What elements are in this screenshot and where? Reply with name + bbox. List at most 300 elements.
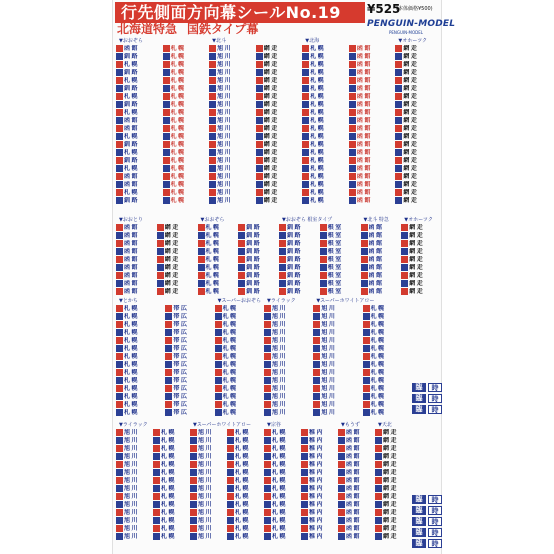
destination-sticker <box>256 189 301 196</box>
destination-name: 網走 <box>263 109 279 116</box>
train-type-mark <box>190 525 197 532</box>
destination-sticker <box>153 445 188 452</box>
train-type-mark <box>165 329 172 336</box>
train-type-mark <box>264 477 271 484</box>
destination-name: 釧路 <box>124 157 140 164</box>
destination-name: 網走 <box>263 197 279 204</box>
train-type-mark <box>313 337 320 344</box>
destination-sticker <box>165 345 212 352</box>
panel-4 <box>115 422 441 552</box>
train-type-mark <box>215 377 222 384</box>
destination-name: 旭川 <box>124 453 140 460</box>
train-type-mark <box>163 85 170 92</box>
destination-name: 札幌 <box>170 109 186 116</box>
train-type-mark <box>361 240 368 247</box>
sticker-column <box>264 305 311 416</box>
destination-sticker <box>116 321 163 328</box>
destination-name: 函館 <box>356 165 372 172</box>
train-type-mark <box>209 85 216 92</box>
train-type-mark <box>264 437 271 444</box>
destination-name: 稚内 <box>309 501 325 508</box>
destination-name: 函館 <box>356 45 372 52</box>
destination-sticker <box>313 385 360 392</box>
destination-sticker <box>157 232 196 239</box>
train-type-mark <box>227 437 234 444</box>
destination-sticker <box>153 453 188 460</box>
destination-sticker <box>264 517 299 524</box>
destination-name: 旭川 <box>217 101 233 108</box>
train-type-mark <box>301 493 308 500</box>
train-type-mark <box>301 509 308 516</box>
destination-sticker <box>375 485 410 492</box>
destination-name: 網走 <box>383 461 399 468</box>
destination-sticker <box>363 305 410 312</box>
destination-name: 札幌 <box>170 165 186 172</box>
train-type-mark <box>116 85 123 92</box>
destination-name: 札幌 <box>205 256 221 263</box>
destination-sticker <box>238 240 277 247</box>
destination-sticker <box>227 509 262 516</box>
destination-sticker <box>395 53 440 60</box>
train-type-mark <box>395 45 402 52</box>
rinji-row <box>412 506 442 515</box>
destination-sticker <box>279 232 318 239</box>
destination-sticker <box>116 45 161 52</box>
train-type-mark <box>264 401 271 408</box>
destination-name: 稚内 <box>309 461 325 468</box>
sticker-column <box>256 45 301 204</box>
destination-sticker <box>190 509 225 516</box>
destination-name: 旭川 <box>272 329 288 336</box>
destination-name: 札幌 <box>370 369 386 376</box>
destination-sticker <box>198 280 237 287</box>
destination-name: 釧路 <box>124 53 140 60</box>
destination-name: 函館 <box>124 272 140 279</box>
destination-name: 網走 <box>409 256 425 263</box>
destination-sticker <box>320 264 359 271</box>
destination-name: 稚内 <box>309 437 325 444</box>
destination-name: 稚内 <box>309 533 325 540</box>
destination-name: 札幌 <box>235 469 251 476</box>
destination-sticker <box>302 53 347 60</box>
train-type-mark <box>256 157 263 164</box>
rinji-row <box>412 394 442 403</box>
destination-sticker <box>256 141 301 148</box>
destination-sticker <box>401 264 440 271</box>
train-type-mark <box>264 461 271 468</box>
destination-sticker <box>363 321 410 328</box>
destination-name: 函館 <box>124 248 140 255</box>
destination-sticker <box>401 288 440 295</box>
destination-name: 旭川 <box>321 305 337 312</box>
sticker-column <box>349 45 394 204</box>
destination-sticker <box>338 445 373 452</box>
destination-sticker <box>363 393 410 400</box>
destination-name: 網走 <box>409 280 425 287</box>
train-type-mark <box>349 165 356 172</box>
destination-name: 札幌 <box>170 125 186 132</box>
destination-name: 函館 <box>124 232 140 239</box>
destination-name: 札幌 <box>222 393 238 400</box>
train-type-mark <box>116 256 123 263</box>
price-note: (本体価格¥500) <box>396 6 433 12</box>
train-type-mark <box>349 173 356 180</box>
train-type-mark <box>116 181 123 188</box>
train-type-mark <box>153 533 160 540</box>
destination-name: 旭川 <box>217 141 233 148</box>
destination-sticker <box>313 305 360 312</box>
destination-name: 札幌 <box>370 409 386 416</box>
train-type-mark <box>163 125 170 132</box>
destination-sticker <box>209 157 254 164</box>
train-type-mark <box>157 232 164 239</box>
destination-name: 旭川 <box>272 393 288 400</box>
destination-sticker <box>116 437 151 444</box>
destination-sticker <box>116 345 163 352</box>
destination-name: 網走 <box>164 272 180 279</box>
train-type-mark <box>209 189 216 196</box>
train-type-mark <box>401 224 408 231</box>
section-label: ▼おおぞら <box>200 217 225 223</box>
destination-name: 札幌 <box>124 93 140 100</box>
destination-sticker <box>227 493 262 500</box>
destination-name: 網走 <box>409 240 425 247</box>
destination-sticker <box>116 485 151 492</box>
train-type-mark <box>338 477 345 484</box>
destination-name: 函館 <box>368 232 384 239</box>
train-type-mark <box>395 165 402 172</box>
destination-name: 網走 <box>383 509 399 516</box>
destination-name: 函館 <box>356 197 372 204</box>
destination-name: 旭川 <box>198 485 214 492</box>
train-type-mark <box>116 369 123 376</box>
destination-name: 網走 <box>383 429 399 436</box>
train-type-mark <box>116 117 123 124</box>
destination-name: 網走 <box>383 525 399 532</box>
train-type-mark <box>190 501 197 508</box>
destination-name: 札幌 <box>124 385 140 392</box>
destination-name: 稚内 <box>309 525 325 532</box>
train-type-mark <box>215 409 222 416</box>
destination-sticker <box>375 493 410 500</box>
train-type-mark <box>302 181 309 188</box>
destination-name: 札幌 <box>235 517 251 524</box>
train-type-mark <box>320 240 327 247</box>
destination-name: 札幌 <box>310 53 326 60</box>
train-type-mark <box>215 393 222 400</box>
train-type-mark <box>163 117 170 124</box>
destination-name: 網走 <box>164 248 180 255</box>
destination-name: 旭川 <box>124 485 140 492</box>
destination-name: 稚内 <box>309 493 325 500</box>
destination-name: 旭川 <box>217 181 233 188</box>
section-label: ▼とかち <box>119 298 138 304</box>
destination-name: 網走 <box>403 157 419 164</box>
train-type-mark <box>238 232 245 239</box>
train-type-mark <box>301 533 308 540</box>
destination-sticker <box>116 353 163 360</box>
destination-name: 網走 <box>409 288 425 295</box>
destination-name: 函館 <box>124 264 140 271</box>
destination-sticker <box>116 117 161 124</box>
destination-sticker <box>338 469 373 476</box>
train-type-mark <box>256 125 263 132</box>
train-type-mark <box>395 101 402 108</box>
train-type-mark <box>375 485 382 492</box>
destination-sticker <box>198 240 237 247</box>
destination-sticker <box>227 525 262 532</box>
train-type-mark <box>264 517 271 524</box>
destination-sticker <box>227 437 262 444</box>
destination-sticker <box>349 157 394 164</box>
destination-sticker <box>215 313 262 320</box>
train-type-mark <box>116 288 123 295</box>
destination-name: 函館 <box>124 125 140 132</box>
destination-name: 札幌 <box>161 525 177 532</box>
train-type-mark <box>209 181 216 188</box>
destination-sticker <box>209 173 254 180</box>
train-type-mark <box>116 429 123 436</box>
destination-sticker <box>361 264 400 271</box>
destination-sticker <box>349 165 394 172</box>
destination-sticker <box>264 429 299 436</box>
train-type-mark <box>349 125 356 132</box>
train-type-mark <box>361 280 368 287</box>
destination-sticker <box>215 353 262 360</box>
destination-name: 札幌 <box>235 509 251 516</box>
destination-name: 札幌 <box>170 173 186 180</box>
destination-name: 札幌 <box>272 445 288 452</box>
destination-sticker <box>313 353 360 360</box>
destination-sticker <box>264 445 299 452</box>
sticker-column <box>395 45 440 204</box>
train-type-mark <box>361 224 368 231</box>
rin-sticker: 臨 <box>412 528 426 537</box>
train-type-mark <box>313 377 320 384</box>
destination-sticker <box>395 149 440 156</box>
train-type-mark <box>215 345 222 352</box>
destination-sticker <box>190 469 225 476</box>
destination-sticker <box>264 393 311 400</box>
destination-name: 旭川 <box>124 429 140 436</box>
train-type-mark <box>301 445 308 452</box>
train-type-mark <box>256 141 263 148</box>
destination-sticker <box>313 377 360 384</box>
train-type-mark <box>363 361 370 368</box>
destination-name: 札幌 <box>161 509 177 516</box>
destination-sticker <box>264 525 299 532</box>
destination-name: 旭川 <box>124 525 140 532</box>
destination-sticker <box>116 509 151 516</box>
train-type-mark <box>198 280 205 287</box>
train-type-mark <box>395 109 402 116</box>
destination-sticker <box>116 224 155 231</box>
section-label: ▼北斗 <box>212 38 226 44</box>
destination-sticker <box>116 149 161 156</box>
destination-sticker <box>264 509 299 516</box>
destination-name: 網走 <box>164 224 180 231</box>
destination-sticker <box>256 197 301 204</box>
destination-name: 札幌 <box>272 525 288 532</box>
train-type-mark <box>116 477 123 484</box>
destination-name: 網走 <box>403 125 419 132</box>
destination-sticker <box>320 232 359 239</box>
destination-sticker <box>338 477 373 484</box>
destination-name: 網走 <box>263 53 279 60</box>
panel-3 <box>115 298 441 418</box>
destination-name: 網走 <box>409 248 425 255</box>
train-type-mark <box>116 469 123 476</box>
destination-sticker <box>301 533 336 540</box>
train-type-mark <box>116 197 123 204</box>
destination-sticker <box>215 337 262 344</box>
train-type-mark <box>264 525 271 532</box>
train-type-mark <box>227 477 234 484</box>
subtitle-right: 国鉄タイプ幕 <box>187 22 259 36</box>
destination-name: 旭川 <box>321 337 337 344</box>
train-type-mark <box>264 377 271 384</box>
train-type-mark <box>238 280 245 287</box>
destination-name: 函館 <box>356 181 372 188</box>
destination-name: 網走 <box>403 117 419 124</box>
train-type-mark <box>116 189 123 196</box>
destination-name: 札幌 <box>124 189 140 196</box>
destination-name: 帯広 <box>173 377 189 384</box>
destination-name: 札幌 <box>124 337 140 344</box>
destination-name: 釧路 <box>287 272 303 279</box>
train-type-mark <box>238 248 245 255</box>
destination-name: 函館 <box>356 85 372 92</box>
destination-sticker <box>264 329 311 336</box>
destination-name: 札幌 <box>222 353 238 360</box>
train-type-mark <box>279 288 286 295</box>
destination-sticker <box>238 272 277 279</box>
destination-name: 札幌 <box>161 517 177 524</box>
destination-sticker <box>313 313 360 320</box>
destination-name: 札幌 <box>170 157 186 164</box>
destination-sticker <box>198 264 237 271</box>
train-type-mark <box>395 53 402 60</box>
train-type-mark <box>349 93 356 100</box>
destination-sticker <box>153 461 188 468</box>
destination-sticker <box>165 369 212 376</box>
destination-sticker <box>302 149 347 156</box>
destination-name: 旭川 <box>217 165 233 172</box>
destination-name: 旭川 <box>124 445 140 452</box>
destination-name: 函館 <box>346 477 362 484</box>
destination-sticker <box>215 369 262 376</box>
destination-sticker <box>302 157 347 164</box>
destination-name: 函館 <box>356 69 372 76</box>
destination-sticker <box>215 409 262 416</box>
train-type-mark <box>375 437 382 444</box>
train-type-mark <box>256 61 263 68</box>
train-type-mark <box>363 345 370 352</box>
destination-name: 網走 <box>383 453 399 460</box>
destination-sticker <box>163 173 208 180</box>
destination-sticker <box>313 393 360 400</box>
train-type-mark <box>116 224 123 231</box>
train-type-mark <box>190 533 197 540</box>
destination-sticker <box>320 272 359 279</box>
train-type-mark <box>190 517 197 524</box>
destination-sticker <box>165 329 212 336</box>
train-type-mark <box>256 109 263 116</box>
train-type-mark <box>153 525 160 532</box>
destination-sticker <box>163 85 208 92</box>
destination-sticker <box>301 429 336 436</box>
rin-sticker: 臨 <box>412 495 426 504</box>
train-type-mark <box>209 101 216 108</box>
train-type-mark <box>209 109 216 116</box>
destination-name: 旭川 <box>217 197 233 204</box>
destination-name: 札幌 <box>161 493 177 500</box>
train-type-mark <box>116 401 123 408</box>
destination-sticker <box>209 181 254 188</box>
train-type-mark <box>238 288 245 295</box>
train-type-mark <box>116 248 123 255</box>
destination-name: 札幌 <box>170 85 186 92</box>
train-type-mark <box>163 109 170 116</box>
train-type-mark <box>190 437 197 444</box>
train-type-mark <box>256 101 263 108</box>
destination-name: 旭川 <box>198 437 214 444</box>
train-type-mark <box>264 485 271 492</box>
destination-sticker <box>313 369 360 376</box>
destination-sticker <box>238 232 277 239</box>
destination-name: 札幌 <box>205 232 221 239</box>
destination-name: 釧路 <box>287 248 303 255</box>
destination-name: 札幌 <box>272 493 288 500</box>
destination-name: 札幌 <box>272 429 288 436</box>
train-type-mark <box>163 77 170 84</box>
destination-name: 函館 <box>356 61 372 68</box>
destination-name: 札幌 <box>170 197 186 204</box>
destination-sticker <box>349 85 394 92</box>
destination-sticker <box>209 133 254 140</box>
sticker-column <box>163 45 208 204</box>
destination-sticker <box>209 85 254 92</box>
destination-name: 札幌 <box>310 141 326 148</box>
destination-sticker <box>363 409 410 416</box>
destination-name: 札幌 <box>222 329 238 336</box>
destination-name: 網走 <box>403 133 419 140</box>
destination-name: 函館 <box>368 280 384 287</box>
destination-sticker <box>256 181 301 188</box>
destination-name: 旭川 <box>272 305 288 312</box>
destination-sticker <box>401 256 440 263</box>
destination-sticker <box>302 101 347 108</box>
destination-name: 網走 <box>383 485 399 492</box>
destination-sticker <box>153 517 188 524</box>
destination-sticker <box>190 477 225 484</box>
destination-name: 帯広 <box>173 361 189 368</box>
train-type-mark <box>116 149 123 156</box>
destination-sticker <box>301 453 336 460</box>
destination-name: 函館 <box>346 429 362 436</box>
train-type-mark <box>361 232 368 239</box>
destination-name: 札幌 <box>222 385 238 392</box>
destination-sticker <box>338 453 373 460</box>
destination-name: 函館 <box>346 493 362 500</box>
train-type-mark <box>313 305 320 312</box>
train-type-mark <box>338 437 345 444</box>
train-type-mark <box>153 437 160 444</box>
train-type-mark <box>349 157 356 164</box>
destination-sticker <box>264 401 311 408</box>
destination-sticker <box>349 133 394 140</box>
train-type-mark <box>165 401 172 408</box>
